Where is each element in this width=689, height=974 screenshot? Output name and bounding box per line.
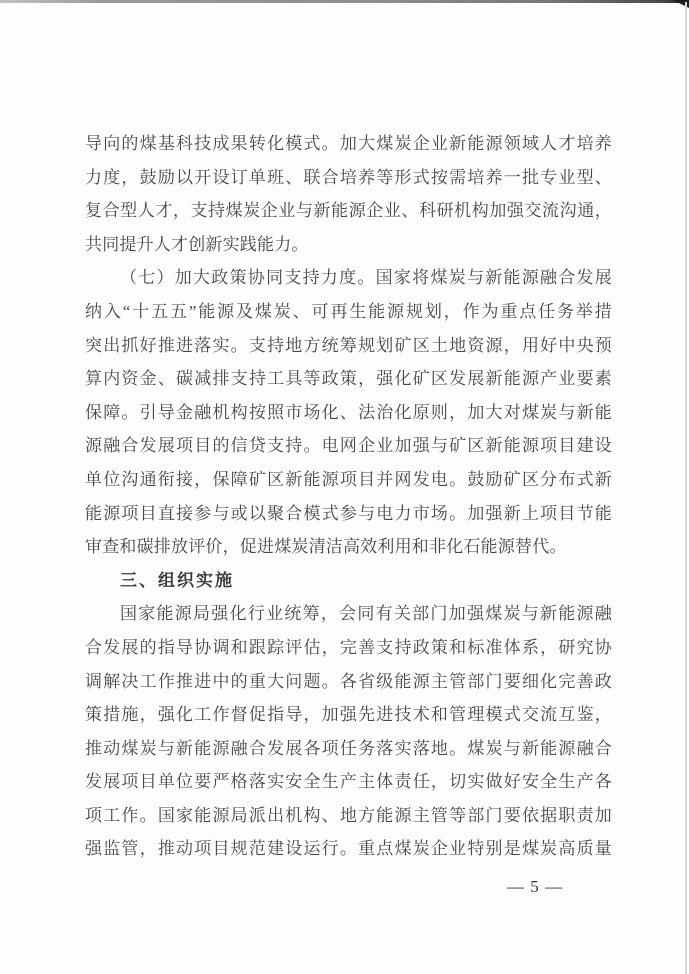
- text-line: 审查和碳排放评价，促进煤炭清洁高效利用和非化石能源替代。: [85, 537, 567, 557]
- text-line: 合发展的指导协调和跟踪评估，完善支持政策和标准体系，研究协: [85, 637, 612, 657]
- text-line: 力度，鼓励以开设订单班、联合培养等形式按需培养一批专业型、: [85, 167, 612, 187]
- text-line: 源融合发展项目的信贷支持。电网企业加强与矿区新能源项目建设: [85, 436, 612, 456]
- text-line: 导向的煤基科技成果转化模式。加大煤炭企业新能源领域人才培养: [85, 134, 612, 153]
- document-text: [85, 127, 612, 866]
- text-line: 复合型人才，支持煤炭企业与新能源企业、科研机构加强交流沟通，: [85, 201, 612, 221]
- text-line: 保障。引导金融机构按照市场化、法治化原则，加大对煤炭与新能: [85, 402, 612, 422]
- page-number: — 5 —: [507, 877, 563, 896]
- text-line: 纳入“十五五”能源及煤炭、可再生能源规划，作为重点任务举措: [85, 301, 612, 321]
- text-line: 算内资金、碳减排支持工具等政策，强化矿区发展新能源产业要素: [85, 369, 612, 389]
- text-line: 推动煤炭与新能源融合发展各项任务落实落地。煤炭与新能源融合: [85, 738, 612, 758]
- text-line: （七）加大政策协同支持力度。国家将煤炭与新能源融合发展: [120, 268, 612, 288]
- text-line: 发展项目单位要严格落实安全生产主体责任，切实做好安全生产各: [85, 772, 612, 792]
- scan-edge-right-artifact: [685, 2, 687, 974]
- text-line: 项工作。国家能源局派出机构、地方能源主管等部门要依据职责加: [85, 805, 612, 825]
- text-line: 策措施，强化工作督促指导，加强先进技术和管理模式交流互鉴，: [85, 705, 612, 725]
- text-line: 强监管，推动项目规范建设运行。重点煤炭企业特别是煤炭高质量: [85, 839, 612, 859]
- text-line: 调解决工作推进中的重大问题。各省级能源主管部门要细化完善政: [85, 671, 612, 691]
- text-line: 能源项目直接参与或以聚合模式参与电力市场。加强新上项目节能: [85, 503, 612, 523]
- scan-edge-top-artifact: [0, 0, 689, 3]
- text-line: 共同提升人才创新实践能力。: [85, 234, 309, 254]
- section-heading: 三、组织实施: [120, 570, 234, 590]
- text-line: 单位沟通衔接，保障矿区新能源项目并网发电。鼓励矿区分布式新: [85, 469, 612, 489]
- text-line: 突出抓好推进落实。支持地方统筹规划矿区土地资源，用好中央预: [85, 335, 612, 355]
- text-line: 国家能源局强化行业统筹，会同有关部门加强煤炭与新能源融: [120, 604, 612, 624]
